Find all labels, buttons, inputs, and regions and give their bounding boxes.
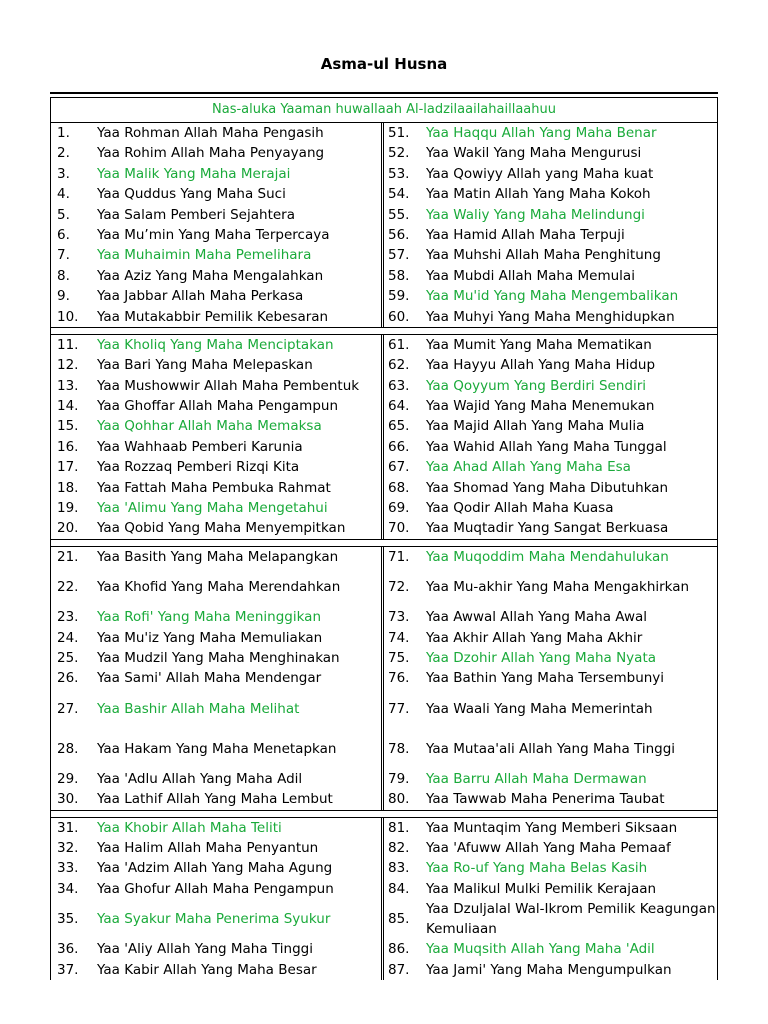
item-name: Yaa Haqqu Allah Yang Maha Benar (426, 125, 657, 141)
item-name: Yaa Muntaqim Yang Memberi Siksaan (426, 819, 678, 836)
item-name: Yaa Bashir Allah Maha Melihat (97, 700, 300, 717)
item-number: 87. (388, 961, 410, 978)
list-item (51, 266, 381, 286)
list-item (384, 245, 717, 265)
list-item (51, 205, 381, 225)
names-table (50, 92, 718, 980)
item-number: 78. (388, 740, 410, 757)
list-item (384, 396, 717, 416)
item-number: 60. (388, 308, 410, 325)
item-number: 33. (57, 860, 79, 877)
list-item (51, 225, 381, 245)
list-item (384, 266, 717, 286)
item-name: Yaa Bathin Yang Maha Tersembunyi (426, 670, 665, 687)
item-number: 19. (57, 500, 79, 517)
item-number: 26. (57, 670, 79, 687)
item-number: 83. (388, 860, 410, 877)
item-name: Yaa Aziz Yang Maha Mengalahkan (97, 267, 324, 284)
item-number: 24. (57, 629, 79, 646)
left-column (51, 818, 384, 980)
right-column (384, 123, 717, 327)
item-number: 79. (388, 770, 410, 787)
list-item (51, 607, 381, 627)
item-number: 9. (57, 288, 70, 305)
item-number: 86. (388, 941, 410, 958)
item-name: Yaa Dzohir Allah Yang Maha Nyata (426, 649, 657, 666)
right-column (384, 547, 717, 810)
list-item (51, 518, 381, 538)
list-item (384, 498, 717, 518)
list-item (51, 286, 381, 306)
list-item (51, 858, 381, 878)
item-number: 72. (388, 579, 410, 595)
list-item (384, 518, 717, 538)
item-name: Yaa Qowiyy Allah yang Maha kuat (426, 165, 654, 182)
item-number: 56. (388, 226, 410, 243)
item-name: Yaa 'Adlu Allah Yang Maha Adil (97, 770, 303, 787)
item-number: 77. (388, 700, 410, 717)
item-name: Yaa Waali Yang Maha Memerintah (426, 700, 653, 717)
item-name: Yaa Majid Allah Yang Maha Mulia (426, 418, 645, 435)
list-item (51, 960, 381, 980)
list-item (51, 143, 381, 163)
list-item (51, 478, 381, 498)
item-name: Yaa Barru Allah Maha Dermawan (426, 770, 647, 787)
list-item (51, 355, 381, 375)
item-number: 54. (388, 186, 410, 203)
item-name: Yaa Tawwab Maha Penerima Taubat (426, 791, 665, 808)
item-number: 58. (388, 267, 410, 284)
item-number: 30. (57, 791, 79, 808)
item-number: 84. (388, 880, 410, 897)
item-number: 61. (388, 336, 410, 353)
list-item (51, 899, 381, 939)
list-item (51, 416, 381, 436)
list-item (384, 879, 717, 899)
item-name: Yaa Mushowwir Allah Maha Pembentuk (97, 377, 360, 394)
item-name: Yaa Rohman Allah Maha Pengasih (97, 125, 324, 141)
list-item (51, 335, 381, 355)
item-name: Yaa Kholiq Yang Maha Menciptakan (97, 336, 334, 353)
item-name: Yaa Qodir Allah Maha Kuasa (426, 500, 614, 517)
list-item (51, 729, 381, 769)
item-number: 6. (57, 226, 70, 243)
item-name: Yaa Malik Yang Maha Merajai (97, 165, 291, 182)
list-item (384, 416, 717, 436)
item-name: Yaa Awwal Allah Yang Maha Awal (426, 609, 648, 626)
item-number: 75. (388, 649, 410, 666)
item-name: Yaa Malikul Mulki Pemilik Kerajaan (426, 880, 657, 897)
list-item (384, 335, 717, 355)
list-item (384, 355, 717, 375)
item-name: Yaa Ghoffar Allah Maha Pengampun (97, 398, 339, 415)
item-name: Yaa Khofid Yang Maha Merendahkan (97, 579, 341, 596)
list-item (51, 689, 381, 729)
item-name: Yaa Sami' Allah Maha Mendengar (97, 670, 322, 687)
item-number: 82. (388, 839, 410, 856)
item-number: 74. (388, 629, 410, 646)
item-number: 51. (388, 125, 410, 141)
list-item (384, 184, 717, 204)
item-name: Yaa Bari Yang Maha Melepaskan (97, 357, 313, 374)
item-number: 1. (57, 125, 70, 141)
list-item (384, 457, 717, 477)
list-item (384, 818, 717, 838)
list-item (51, 123, 381, 143)
item-number: 35. (57, 910, 79, 927)
list-item (51, 628, 381, 648)
list-item (384, 143, 717, 163)
name-block (50, 818, 718, 980)
item-number: 80. (388, 791, 410, 808)
item-number: 5. (57, 206, 70, 223)
item-name: Yaa Jami' Yang Maha Mengumpulkan (426, 961, 672, 978)
item-number: 53. (388, 165, 410, 182)
item-name: Yaa 'Afuww Allah Yang Maha Pemaaf (426, 839, 671, 856)
item-name: Yaa Rofi' Yang Maha Meninggikan (97, 609, 321, 626)
item-number: 81. (388, 819, 410, 836)
list-item (51, 396, 381, 416)
item-number: 13. (57, 377, 79, 394)
item-name: Yaa Muhshi Allah Maha Penghitung (426, 247, 661, 264)
item-name: Yaa Basith Yang Maha Melapangkan (97, 548, 339, 565)
item-name: Yaa Salam Pemberi Sejahtera (97, 206, 295, 223)
item-name: Yaa Rozzaq Pemberi Rizqi Kita (97, 459, 300, 476)
page-title: Asma-ul Husna (320, 55, 448, 73)
item-number: 15. (57, 418, 79, 435)
item-name: Yaa Muqoddim Maha Mendahulukan (426, 548, 669, 565)
list-item (384, 123, 717, 143)
item-number: 16. (57, 438, 79, 455)
list-item (384, 648, 717, 668)
item-name: Yaa Muqtadir Yang Sangat Berkuasa (426, 520, 669, 537)
item-number: 32. (57, 839, 79, 856)
list-item (51, 939, 381, 959)
item-name: Yaa Mudzil Yang Maha Menghinakan (97, 649, 340, 666)
item-number: 67. (388, 459, 410, 476)
item-name: Yaa Mutaa'ali Allah Yang Maha Tinggi (426, 740, 676, 757)
block-separator (50, 327, 718, 335)
item-name: Yaa 'Alimu Yang Maha Mengetahui (97, 500, 328, 517)
right-column (384, 335, 717, 539)
item-number: 62. (388, 357, 410, 374)
list-item (384, 689, 717, 729)
left-column (51, 335, 384, 539)
item-number: 4. (57, 186, 70, 203)
left-column (51, 547, 384, 810)
item-number: 64. (388, 398, 410, 415)
list-item (51, 376, 381, 396)
item-name: Yaa Shomad Yang Maha Dibutuhkan (426, 479, 669, 496)
item-name: Yaa Mu'id Yang Maha Mengembalikan (426, 288, 679, 305)
item-name: Yaa Ghofur Allah Maha Pengampun (97, 880, 334, 897)
item-number: 76. (388, 670, 410, 687)
list-item (51, 879, 381, 899)
item-name: Yaa Wajid Yang Maha Menemukan (426, 398, 655, 415)
item-name: Yaa Muqsith Allah Yang Maha 'Adil (426, 941, 655, 958)
item-number: 66. (388, 438, 410, 455)
item-name: Yaa Mumit Yang Maha Mematikan (426, 336, 652, 353)
item-number: 85. (388, 910, 410, 927)
item-name: Yaa Mubdi Allah Maha Memulai (426, 267, 635, 284)
item-number: 17. (57, 459, 79, 476)
list-item (51, 668, 381, 688)
item-name: Yaa Halim Allah Maha Penyantun (97, 839, 319, 856)
item-name: Yaa Wakil Yang Maha Mengurusi (426, 145, 642, 162)
item-name: Yaa Ahad Allah Yang Maha Esa (426, 459, 631, 476)
list-item (51, 184, 381, 204)
item-number: 73. (388, 609, 410, 626)
item-name: Yaa Qoyyum Yang Berdiri Sendiri (426, 377, 647, 394)
item-name: Yaa 'Aliy Allah Yang Maha Tinggi (97, 941, 313, 958)
item-number: 70. (388, 520, 410, 537)
list-item (51, 498, 381, 518)
list-item (51, 457, 381, 477)
item-number: 8. (57, 267, 70, 284)
item-name: Yaa Matin Allah Yang Maha Kokoh (426, 186, 651, 203)
list-item (51, 789, 381, 809)
item-number: 36. (57, 941, 79, 958)
item-number: 10. (57, 308, 79, 325)
list-item (384, 769, 717, 789)
item-number: 31. (57, 819, 79, 836)
list-item (384, 286, 717, 306)
item-name: Yaa Rohim Allah Maha Penyayang (97, 145, 325, 162)
item-name: Yaa Lathif Allah Yang Maha Lembut (97, 791, 333, 808)
item-name: Yaa Ro-uf Yang Maha Belas Kasih (426, 860, 648, 877)
list-item (384, 547, 717, 567)
item-name: Yaa Qobid Yang Maha Menyempitkan (97, 520, 346, 537)
list-item (384, 668, 717, 688)
item-name: Yaa Fattah Maha Pembuka Rahmat (97, 479, 331, 496)
item-number: 3. (57, 165, 70, 182)
list-item (51, 437, 381, 457)
table-subtitle: Nas-aluka Yaaman huwallaah Al-ladzilaailahaillaahuu (50, 98, 718, 122)
item-number: 27. (57, 700, 79, 717)
item-number: 52. (388, 145, 410, 162)
list-item (384, 628, 717, 648)
block-separator (50, 810, 718, 818)
name-block (50, 123, 718, 327)
list-item (51, 769, 381, 789)
item-number: 21. (57, 548, 79, 565)
list-item (51, 164, 381, 184)
item-name: Yaa Khobir Allah Maha Teliti (97, 819, 282, 836)
item-name: Yaa Hamid Allah Maha Terpuji (426, 226, 625, 243)
item-number: 55. (388, 206, 410, 223)
list-item (51, 648, 381, 668)
item-name: Yaa Jabbar Allah Maha Perkasa (97, 288, 304, 305)
item-name: Yaa Mu'iz Yang Maha Memuliakan (97, 629, 323, 646)
list-item (384, 858, 717, 878)
item-name: Yaa Muhyi Yang Maha Menghidupkan (426, 308, 675, 325)
item-number: 12. (57, 357, 79, 374)
item-number: 63. (388, 377, 410, 394)
list-item (384, 376, 717, 396)
list-item (384, 838, 717, 858)
item-number: 22. (57, 579, 79, 595)
item-name: Yaa Waliy Yang Maha Melindungi (426, 206, 645, 223)
item-name: Yaa Wahid Allah Yang Maha Tunggal (426, 438, 667, 455)
item-number: 11. (57, 336, 79, 353)
item-name: Yaa Wahhaab Pemberi Karunia (97, 438, 303, 455)
item-name: Yaa Syakur Maha Penerima Syukur (97, 911, 331, 928)
item-number: 59. (388, 288, 410, 305)
item-number: 23. (57, 609, 79, 626)
item-name: Yaa Akhir Allah Yang Maha Akhir (426, 629, 643, 646)
list-item (51, 547, 381, 567)
list-item (384, 789, 717, 809)
table-body (50, 122, 718, 980)
item-number: 37. (57, 961, 79, 978)
list-item (384, 567, 717, 607)
item-number: 34. (57, 880, 79, 897)
list-item (384, 729, 717, 769)
list-item (384, 205, 717, 225)
item-number: 18. (57, 479, 79, 496)
item-number: 2. (57, 145, 70, 162)
item-name: Yaa 'Adzim Allah Yang Maha Agung (97, 860, 333, 877)
list-item (384, 939, 717, 959)
item-name: Yaa Kabir Allah Yang Maha Besar (97, 961, 317, 978)
item-number: 20. (57, 520, 79, 537)
block-separator (50, 539, 718, 547)
list-item (51, 245, 381, 265)
item-number: 68. (388, 479, 410, 496)
item-number: 14. (57, 398, 79, 415)
list-item (384, 225, 717, 245)
list-item (384, 960, 717, 980)
list-item (51, 307, 381, 327)
name-block (50, 335, 718, 539)
item-name: Yaa Mu-akhir Yang Maha Mengakhirkan (426, 579, 690, 596)
list-item (51, 567, 381, 607)
item-number: 28. (57, 740, 79, 757)
list-item (384, 899, 717, 939)
item-name: Yaa Dzuljalal Wal-Ikrom Pemilik Keagungan Kemuliaan (426, 901, 716, 938)
list-item (384, 478, 717, 498)
list-item (51, 818, 381, 838)
item-number: 25. (57, 649, 79, 666)
item-number: 71. (388, 548, 410, 565)
list-item (384, 437, 717, 457)
item-name: Yaa Hakam Yang Maha Menetapkan (97, 740, 337, 757)
item-number: 65. (388, 418, 410, 435)
item-name: Yaa Muhaimin Maha Pemelihara (97, 247, 312, 264)
item-number: 7. (57, 247, 70, 264)
item-number: 29. (57, 770, 79, 787)
list-item (384, 607, 717, 627)
item-number: 57. (388, 247, 410, 264)
item-name: Yaa Qohhar Allah Maha Memaksa (97, 418, 322, 435)
left-column (51, 123, 384, 327)
list-item (51, 838, 381, 858)
name-block (50, 547, 718, 810)
item-number: 69. (388, 500, 410, 517)
right-column (384, 818, 717, 980)
item-name: Yaa Quddus Yang Maha Suci (97, 186, 286, 203)
list-item (384, 164, 717, 184)
item-name: Yaa Hayyu Allah Yang Maha Hidup (426, 357, 656, 374)
item-name: Yaa Mutakabbir Pemilik Kebesaran (97, 308, 329, 325)
list-item (384, 307, 717, 327)
item-name: Yaa Mu’min Yang Maha Terpercaya (97, 226, 330, 243)
